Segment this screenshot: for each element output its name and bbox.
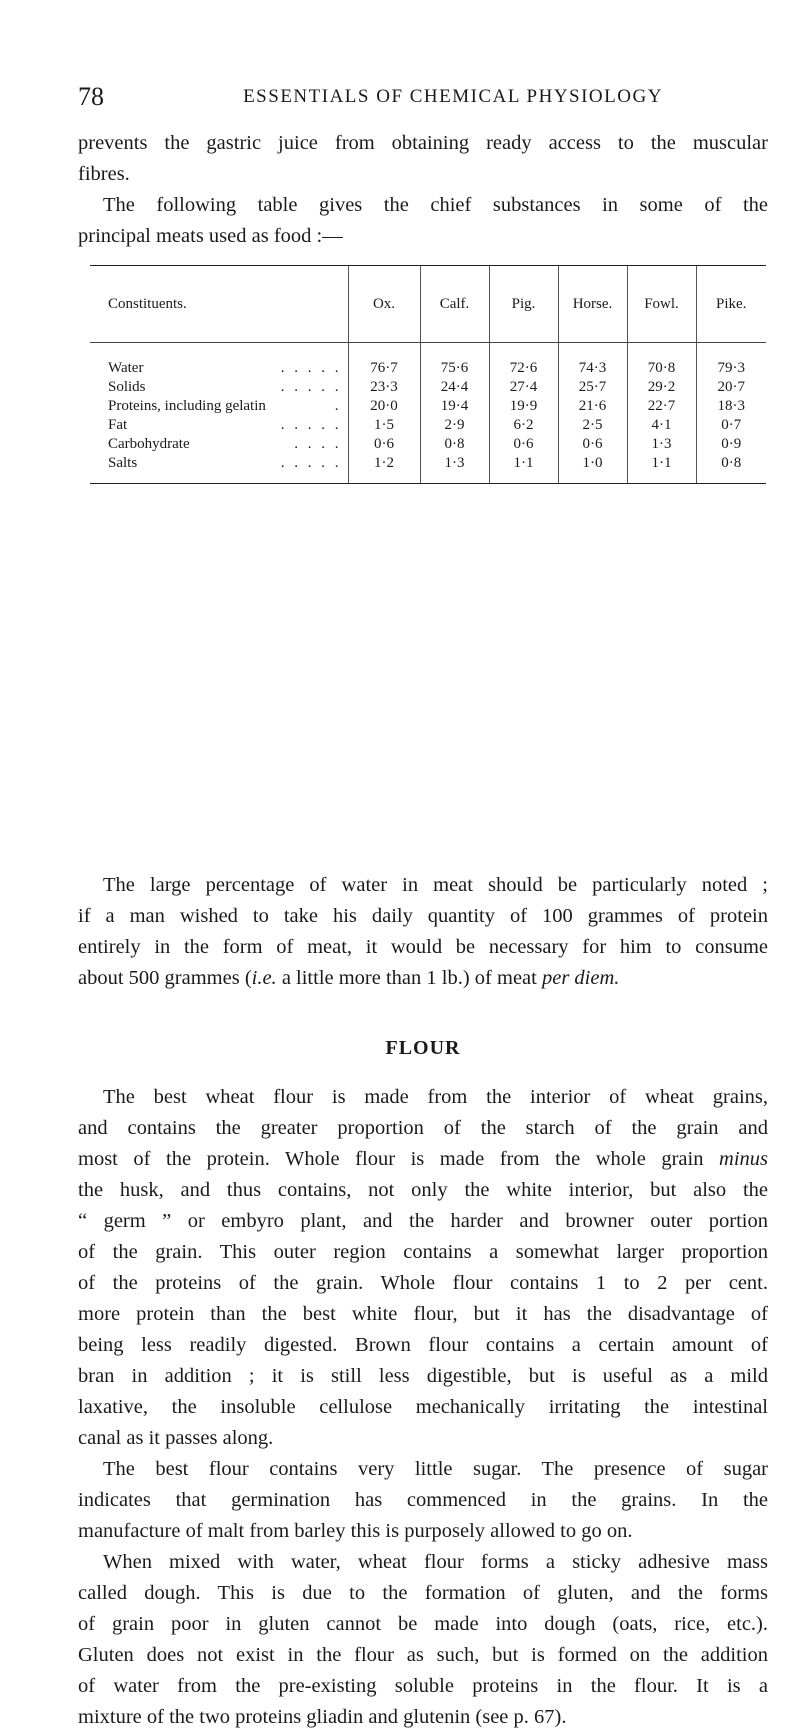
- text-line: indicates that germination has commenced in the grains. In the: [78, 1489, 768, 1511]
- column-header: Ox.: [348, 266, 420, 343]
- table-cell: 24·4: [420, 378, 489, 397]
- table-cell: 72·6: [489, 343, 558, 379]
- table-row: [90, 397, 766, 416]
- table-cell: 27·4: [489, 378, 558, 397]
- text-line: of the grain. This outer region contains a somewhat larger proportion: [78, 1241, 768, 1263]
- table-cell: 20·7: [696, 378, 766, 397]
- table-cell: 70·8: [627, 343, 696, 379]
- text-line: the husk, and thus contains, not only the white interior, but also the: [78, 1179, 768, 1201]
- table-row: [90, 343, 766, 379]
- text-line: mixture of the two proteins gliadin and glutenin (see p. 67).: [78, 1706, 567, 1728]
- text-line: bran in addition ; it is still less digestible, but is useful as a mild: [78, 1365, 768, 1387]
- column-header: Constituents.: [90, 266, 348, 343]
- text-line: The best wheat flour is made from the interior of wheat grains,: [103, 1086, 768, 1108]
- text-line: The best flour contains very little sugar. The presence of sugar: [103, 1458, 768, 1480]
- text-line: entirely in the form of meat, it would be necessary for him to consume: [78, 936, 768, 958]
- table-cell: 1·1: [627, 454, 696, 484]
- table-cell: 1·3: [627, 435, 696, 454]
- table-header-row: [90, 266, 766, 343]
- text-line: canal as it passes along.: [78, 1427, 274, 1449]
- table-cell: 18·3: [696, 397, 766, 416]
- table-cell: 0·8: [696, 454, 766, 484]
- dough-paragraph: [78, 1547, 768, 1733]
- text-line: and contains the greater proportion of the starch of the grain and: [78, 1117, 768, 1139]
- table-cell: 0·6: [558, 435, 627, 454]
- table-cell: 2·5: [558, 416, 627, 435]
- table-cell: 0·6: [348, 435, 420, 454]
- table-cell: 25·7: [558, 378, 627, 397]
- table-cell: 1·0: [558, 454, 627, 484]
- row-label: Solids . . . . .: [108, 379, 342, 395]
- table-row: [90, 378, 766, 397]
- table-cell: 1·3: [420, 454, 489, 484]
- text-line: of water from the pre-existing soluble proteins in the flour. It is a: [78, 1675, 768, 1697]
- running-head: [78, 82, 768, 112]
- table-cell: 1·5: [348, 416, 420, 435]
- table-cell: 1·1: [489, 454, 558, 484]
- text-line: being less readily digested. Brown flour contains a certain amount of: [78, 1334, 768, 1356]
- text-line: The large percentage of water in meat should be particularly noted ;: [103, 874, 768, 896]
- table-cell: 0·7: [696, 416, 766, 435]
- column-header: Pike.: [696, 266, 766, 343]
- table-cell: 29·2: [627, 378, 696, 397]
- text-line: When mixed with water, wheat flour forms a sticky adhesive mass: [103, 1551, 768, 1573]
- intro-paragraph: [78, 128, 768, 252]
- table-cell: 23·3: [348, 378, 420, 397]
- column-header: Pig.: [489, 266, 558, 343]
- table-cell: 76·7: [348, 343, 420, 379]
- table-cell: 1·2: [348, 454, 420, 484]
- table-row: [90, 454, 766, 484]
- text-line: about 500 grammes (i.e. a little more than 1 lb.) of meat per diem.: [78, 967, 620, 989]
- text-line: fibres.: [78, 163, 130, 185]
- per-diem-italic: per diem.: [541, 967, 620, 989]
- text-line: of grain poor in gluten cannot be made into dough (oats, rice, etc.).: [78, 1613, 768, 1635]
- text-line: Gluten does not exist in the flour as such, but is formed on the addition: [78, 1644, 768, 1666]
- flour-paragraph: [78, 1082, 768, 1454]
- row-label: Proteins, including gelatin .: [108, 398, 342, 414]
- page-number: 78: [78, 82, 104, 111]
- table-cell: 4·1: [627, 416, 696, 435]
- table-cell: 0·8: [420, 435, 489, 454]
- text-line: manufacture of malt from barley this is purposely allowed to go on.: [78, 1520, 633, 1542]
- table-cell: 2·9: [420, 416, 489, 435]
- text-line: most of the protein. Whole flour is made from the whole grain minus: [78, 1148, 769, 1170]
- meat-composition-table: [90, 265, 766, 484]
- table-cell: 79·3: [696, 343, 766, 379]
- row-label: Carbohydrate . . . .: [108, 436, 342, 452]
- minus-italic: minus: [719, 1148, 769, 1170]
- row-label: Water . . . . .: [108, 360, 342, 376]
- table-cell: 20·0: [348, 397, 420, 416]
- table-row: [90, 435, 766, 454]
- table-cell: 22·7: [627, 397, 696, 416]
- table-cell: 21·6: [558, 397, 627, 416]
- text-line: if a man wished to take his daily quantity of 100 grammes of protein: [78, 905, 768, 927]
- sugar-paragraph: [78, 1454, 768, 1547]
- text-line: of the proteins of the grain. Whole flour contains 1 to 2 per cent.: [78, 1272, 768, 1294]
- text-line: principal meats used as food :—: [78, 225, 343, 247]
- column-header: Horse.: [558, 266, 627, 343]
- text-line: “ germ ” or embyro plant, and the harder and browner outer portion: [78, 1210, 768, 1232]
- table-cell: 19·9: [489, 397, 558, 416]
- column-header: Fowl.: [627, 266, 696, 343]
- running-title: ESSENTIALS OF CHEMICAL PHYSIOLOGY: [243, 86, 663, 107]
- row-label: Salts . . . . .: [90, 454, 348, 484]
- water-paragraph: [78, 870, 768, 994]
- table-cell: 0·6: [489, 435, 558, 454]
- table-cell: 74·3: [558, 343, 627, 379]
- table-row: [90, 416, 766, 435]
- text-line: The following table gives the chief substances in some of the: [103, 194, 768, 216]
- column-header: Calf.: [420, 266, 489, 343]
- text-line: laxative, the insoluble cellulose mechanically irritating the intestinal: [78, 1396, 768, 1418]
- table-cell: 75·6: [420, 343, 489, 379]
- text-line: more protein than the best white flour, but it has the disadvantage of: [78, 1303, 768, 1325]
- row-label: Fat . . . . .: [108, 417, 342, 433]
- table-cell: 6·2: [489, 416, 558, 435]
- ie-italic: i.e.: [251, 967, 277, 989]
- text-line: prevents the gastric juice from obtaining ready access to the muscular: [78, 132, 768, 154]
- text-line: called dough. This is due to the formation of gluten, and the forms: [78, 1582, 768, 1604]
- section-heading: FLOUR: [385, 1037, 461, 1059]
- table-cell: 0·9: [696, 435, 766, 454]
- table-cell: 19·4: [420, 397, 489, 416]
